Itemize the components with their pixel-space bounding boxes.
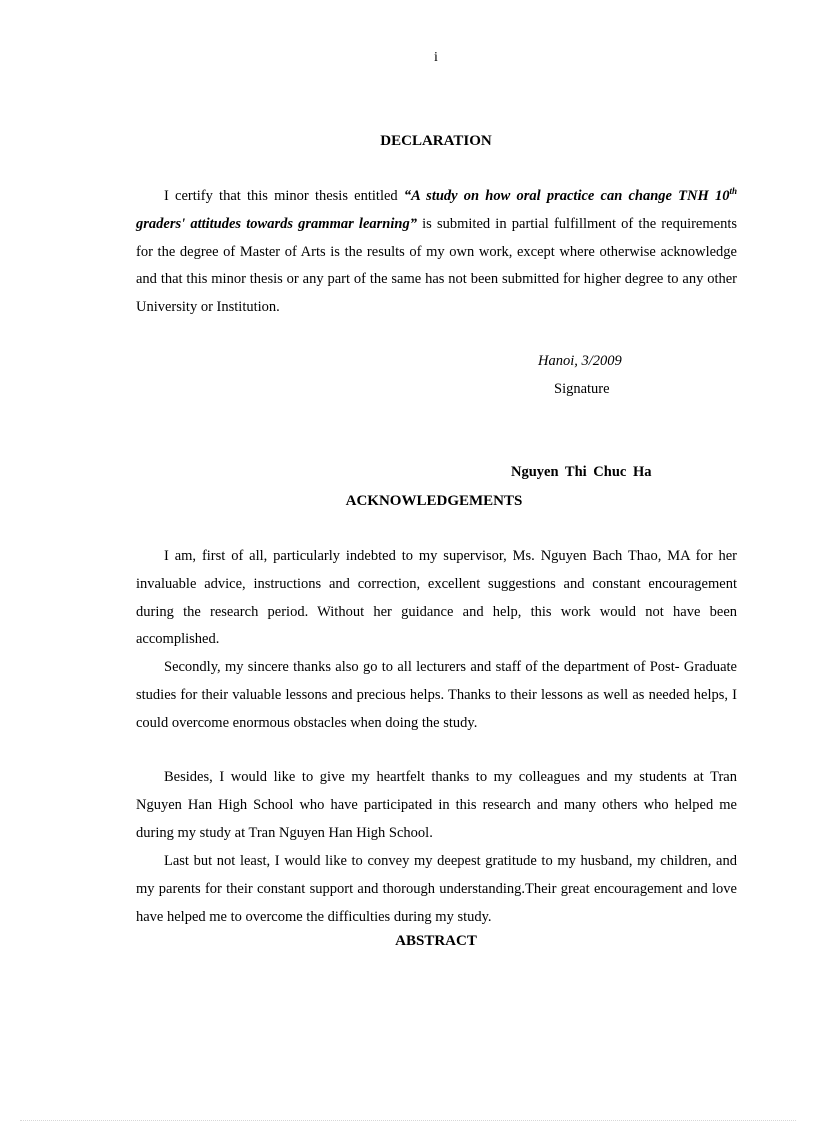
declaration-remaining-text: is submited in partial fulfillment of the requirements for the degree of Master of Arts is the results of my own work, except where otherwise acknowledge and that this minor thesis or any part of the same has not been submitted for higher degree to any other University or Institution. xyxy=(136,215,737,316)
acknowledgements-paragraph xyxy=(136,764,737,847)
acknowledgements-heading: ACKNOWLEDGEMENTS xyxy=(345,493,523,509)
acknowledgements-paragraph-text: Last but not least, I would like to convey my deepest gratitude to my husband, my children, and my parents for their constant support and thorough understanding.Their great encouragement and love have helped me to overcome the difficulties during my study. xyxy=(136,853,737,925)
page-number: i xyxy=(434,50,438,65)
acknowledgements-paragraph-text: Secondly, my sincere thanks also go to all lecturers and staff of the department of Post- Graduate studies for their valuable lessons and precious helps. Thanks to their lessons as well as needed helps, I could overcome enormous obstacles when doing the study. xyxy=(136,659,737,731)
abstract-heading: ABSTRACT xyxy=(395,933,477,949)
declaration-intro-text: I certify that this minor thesis entitled xyxy=(164,188,404,204)
acknowledgements-paragraph xyxy=(136,543,737,654)
acknowledgements-paragraph xyxy=(136,848,737,931)
thesis-title-part1: “A study on how oral practice can change TNH 10 xyxy=(403,188,730,204)
acknowledgements-paragraph-text: Besides, I would like to give my heartfelt thanks to my colleagues and my students at Tran Nguyen Han High School who have participated in this research and many others who helped me during my study at Tran Nguyen Han High School. xyxy=(136,769,737,841)
signature-label: Signature xyxy=(554,381,610,397)
declaration-paragraph xyxy=(136,183,737,322)
thesis-title-superscript: th xyxy=(729,186,737,197)
page-bottom-divider xyxy=(20,1120,796,1121)
author-name: Nguyen Thi Chuc Ha xyxy=(511,464,652,480)
thesis-title-part2: graders' attitudes towards grammar learning” xyxy=(136,215,417,232)
place-date: Hanoi, 3/2009 xyxy=(538,353,622,369)
declaration-heading: DECLARATION xyxy=(380,133,492,149)
acknowledgements-paragraph-text: I am, first of all, particularly indebted to my supervisor, Ms. Nguyen Bach Thao, MA for her invaluable advice, instructions and correction, excellent suggestions and constant encouragement during the research period. Without her guidance and help, this work would not have been accomplished. xyxy=(136,548,737,648)
acknowledgements-paragraph xyxy=(136,654,737,737)
